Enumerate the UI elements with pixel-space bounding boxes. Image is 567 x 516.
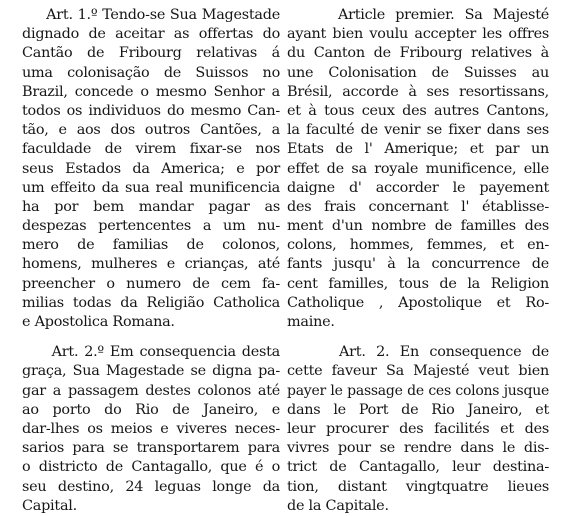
text-line: tion, distant vingtquatre lieues <box>287 478 549 495</box>
text-line: mero de familias de colonos, <box>22 237 280 254</box>
text-line: Brésil, accorde à ses resortissans, <box>287 83 549 100</box>
portuguese-article-1 <box>22 6 280 332</box>
text-line: la faculté de venir se fixer dans ses <box>287 122 549 139</box>
text-line: seus Estados da America; e por <box>22 160 280 177</box>
text-line: maine. <box>287 314 335 330</box>
paragraph-gap <box>287 332 549 343</box>
text-line: ayant bien voulu accepter les offres <box>287 26 549 43</box>
text-line: Etats de l' Amerique; et par un <box>287 141 549 158</box>
text-line: Capital. <box>22 497 77 514</box>
text-line: leur procurer des facilités et des <box>287 420 549 437</box>
text-line: trict de Cantagallo, leur destina- <box>287 459 549 476</box>
french-article-2 <box>287 343 549 516</box>
portuguese-column <box>22 6 280 516</box>
text-line: Art. 2.º Em consequencia desta <box>22 344 280 361</box>
text-line: graça, Sua Magestade se digna pa- <box>22 363 280 380</box>
text-line: ao porto do Rio de Janeiro, e <box>22 401 280 418</box>
text-line: homens, mulheres e crianças, até <box>22 256 280 273</box>
text-line: de la Capitale. <box>287 497 389 514</box>
text-line: e Apostolica Romana. <box>22 314 175 330</box>
text-line: Article premier. Sa Majesté <box>287 7 549 23</box>
paragraph-gap <box>22 332 280 343</box>
french-article-1 <box>287 6 549 332</box>
text-line: cette faveur Sa Majesté veut bien <box>287 363 549 380</box>
text-line: une Colonisation de Suisses au <box>287 64 549 81</box>
text-line: dignado de aceitar as offertas do <box>22 26 280 43</box>
text-line: ment d'un nombre de familles des <box>287 218 549 235</box>
text-line: vivres pour se rendre dans le dis- <box>287 440 549 457</box>
text-line: Catholique , Apostolique et Ro- <box>287 294 549 311</box>
text-line: des frais concernant l' établisse- <box>287 198 549 215</box>
text-line: et à tous ceux des autres Cantons, <box>287 102 549 119</box>
text-line: colons, hommes, femmes, et en- <box>287 237 549 254</box>
text-line: seu destino, 24 leguas longe da <box>22 478 280 495</box>
text-line: faculdade de virem fixar-se nos <box>22 141 280 158</box>
text-line: payer le passage de ces colons jusque <box>287 382 549 399</box>
text-line: dar-lhes os meios e viveres neces- <box>22 420 280 437</box>
text-line: cent familles, tous de la Religion <box>287 275 549 292</box>
text-line: daigne d' accorder le payement <box>287 179 549 196</box>
text-line: preencher o numero de cem fa- <box>22 275 280 292</box>
text-line: despezas pertencentes a um nu- <box>22 218 280 235</box>
portuguese-article-2 <box>22 343 280 516</box>
text-line: dans le Port de Rio Janeiro, et <box>287 401 549 418</box>
text-line: tão, e aos dos outros Cantões, a <box>22 122 280 139</box>
text-line: Cantão de Fribourg relativas á <box>22 45 280 62</box>
text-line: o districto de Cantagallo, que é o <box>22 459 280 476</box>
text-line: Art. 2. En consequence de <box>287 344 549 361</box>
text-line: uma colonisação de Suissos no <box>22 64 280 81</box>
text-line: Brazil, concede o mesmo Senhor a <box>22 83 280 100</box>
text-line: Art. 1.º Tendo-se Sua Magestade <box>22 7 280 23</box>
text-line: gar a passagem destes colonos até <box>22 382 280 399</box>
text-line: du Canton de Fribourg relatives à <box>287 45 549 62</box>
text-line: fants jusqu' à la concurrence de <box>287 256 549 273</box>
text-line: sarios para se transportarem para <box>22 440 280 457</box>
text-line: milias todas da Religião Catholica <box>22 294 280 311</box>
french-column <box>287 6 549 516</box>
text-line: todos os individuos do mesmo Can- <box>22 102 280 119</box>
text-line: effet de sa royale munificence, elle <box>287 160 549 177</box>
text-line: ha por bem mandar pagar as <box>22 198 280 215</box>
text-line: um effeito da sua real munificencia <box>22 179 280 196</box>
